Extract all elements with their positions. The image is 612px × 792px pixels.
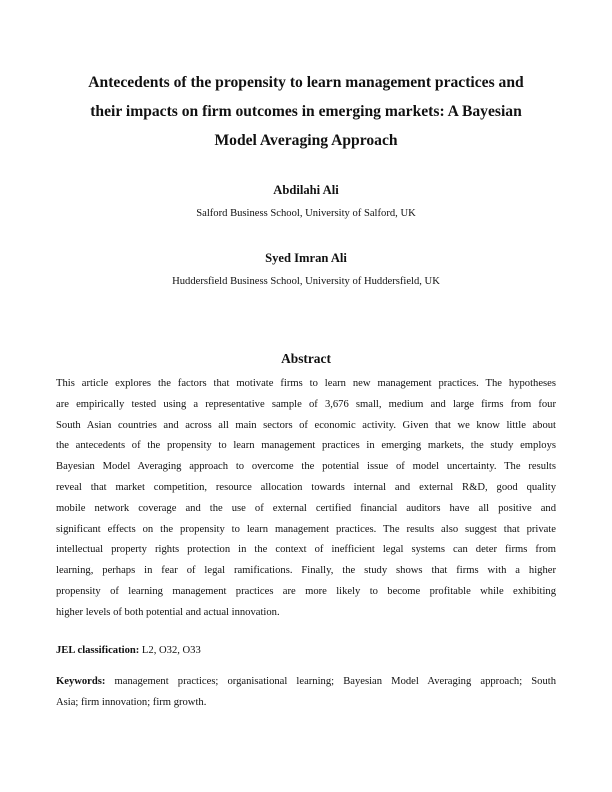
abstract-body <box>56 374 556 624</box>
abstract-line: higher levels of both potential and actual innovation. <box>56 606 280 618</box>
abstract-heading: Abstract <box>281 351 331 366</box>
keywords-text-1: management practices; organisational learning; Bayesian Model Averaging approach; South <box>105 676 556 687</box>
abstract-line: reveal that market competition, resource allocation towards internal and external R&D, good quality <box>56 481 556 493</box>
jel-classification <box>56 641 556 662</box>
abstract-line: significant effects on the propensity to learn management practices. The results also suggest that private <box>56 523 556 535</box>
keywords-line-1 <box>56 672 556 693</box>
abstract-line: This article explores the factors that motivate firms to learn new management practices. The hypotheses <box>56 378 556 389</box>
paper-title <box>60 68 552 155</box>
abstract-line: propensity of learning management practices are more likely to become profitable while exhibiting <box>56 585 556 597</box>
jel-value: L2, O32, O33 <box>139 645 201 656</box>
abstract-line: mobile network coverage and the use of external certified financial auditors have all positive and <box>56 502 556 514</box>
keywords-label: Keywords: <box>56 676 106 687</box>
author-name-2: Syed Imran Ali <box>265 251 347 265</box>
title-line: Antecedents of the propensity to learn management practices and <box>88 74 524 91</box>
keywords <box>56 672 556 714</box>
title-line: their impacts on firm outcomes in emerging markets: A Bayesian <box>90 103 522 120</box>
abstract-line: the antecedents of the propensity to learn management practices in emerging markets, the study employs <box>56 440 556 452</box>
author-name-1: Abdilahi Ali <box>273 183 339 197</box>
abstract-line: are empirically tested using a representative sample of 3,676 small, medium and large firms from four <box>56 398 556 410</box>
abstract-line: learning, perhaps in fear of legal ramifications. Finally, the study shows that firms with a higher <box>56 565 556 577</box>
abstract-line: intellectual property rights protection in the context of inefficient legal systems can deter firms from <box>56 544 556 556</box>
title-line: Model Averaging Approach <box>214 132 398 149</box>
jel-label: JEL classification: <box>56 645 140 656</box>
keywords-line-2: Asia; firm innovation; firm growth. <box>56 696 207 708</box>
abstract-line: South Asian countries and across all main sectors of economic activity. Given that we know little about <box>56 419 556 431</box>
author-affiliation-2: Huddersfield Business School, University of Huddersfield, UK <box>172 276 440 287</box>
abstract-line: Bayesian Model Averaging approach to overcome the potential issue of model uncertainty. The results <box>56 461 556 473</box>
author-affiliation-1: Salford Business School, University of Salford, UK <box>196 208 416 219</box>
